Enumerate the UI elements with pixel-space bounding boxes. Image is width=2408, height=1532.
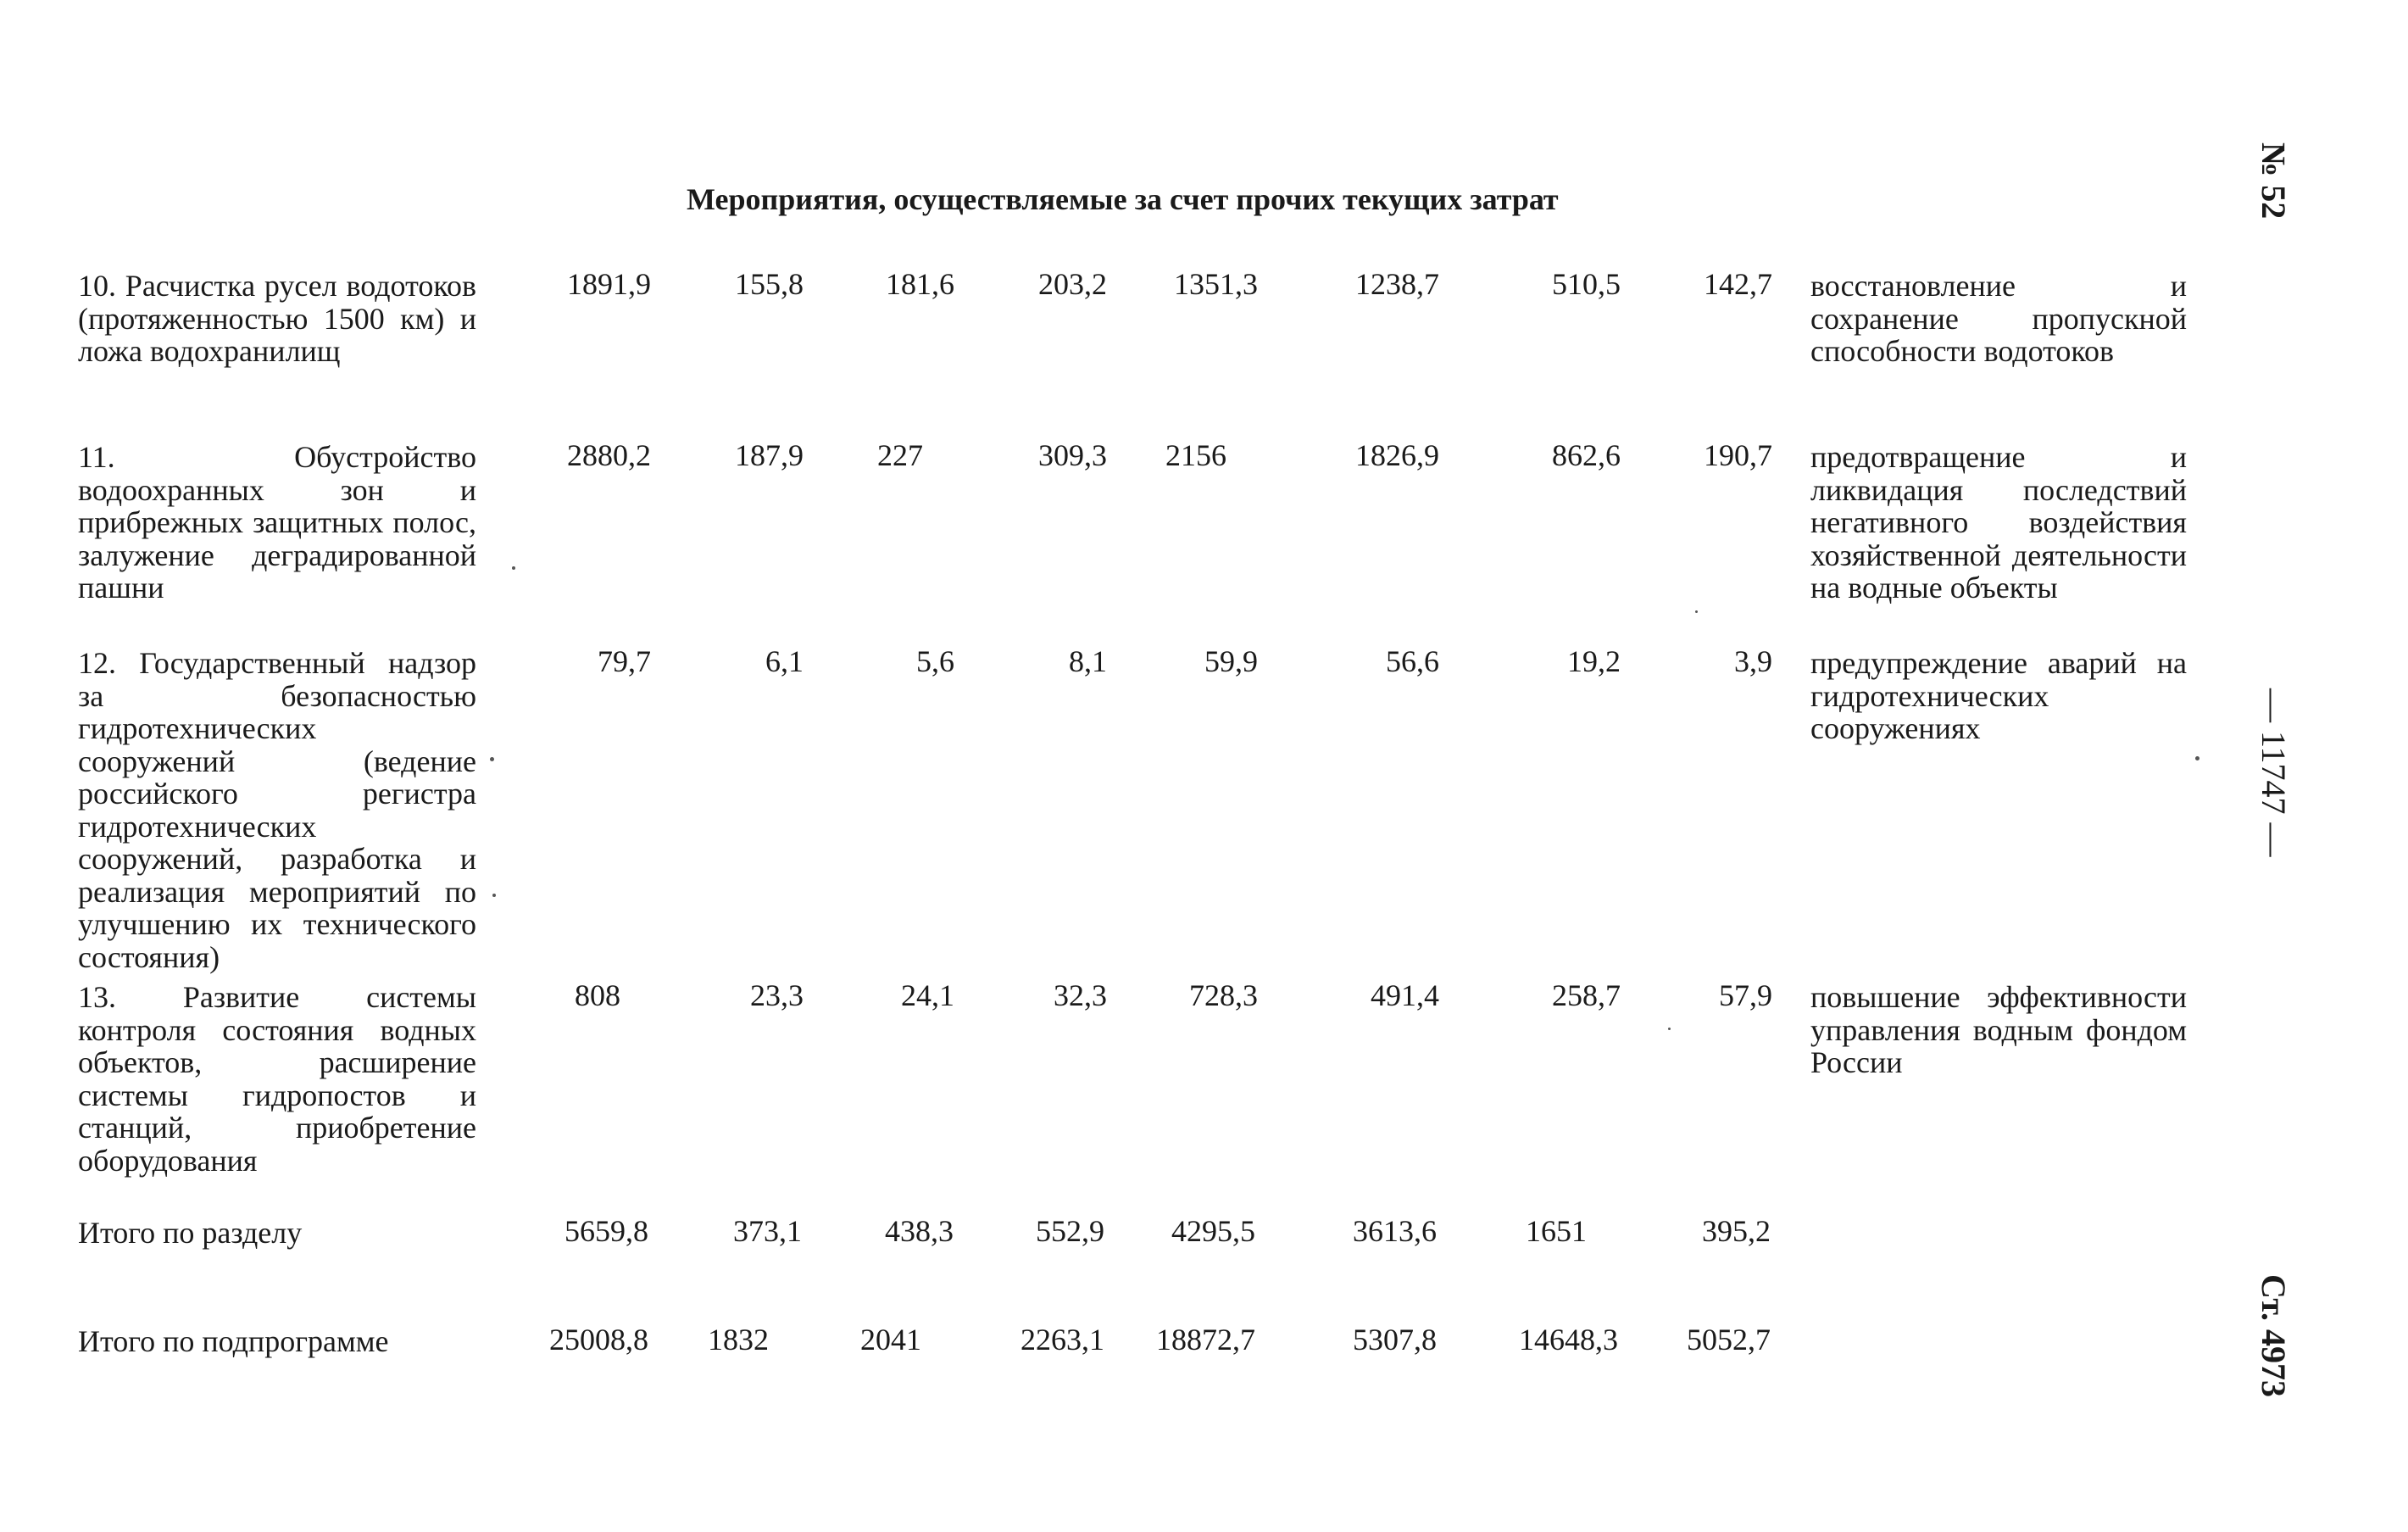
value-cell: 5,6 — [916, 644, 954, 678]
value-cell: 203,2 — [1038, 267, 1107, 301]
row-result: предотвращение и ликвидация последствий негативного воздействия хозяйственной деятельности на водные объекты — [1810, 440, 2187, 604]
article-number: Ст. 4973 — [2255, 1274, 2293, 1397]
value-cell: 3,9 — [1734, 644, 1772, 678]
scan-speck — [2195, 756, 2199, 760]
value-cell: 510,5 — [1552, 267, 1621, 301]
value-cell: 5307,8 — [1353, 1323, 1437, 1357]
value-cell: 1651 — [1526, 1214, 1587, 1248]
value-cell: 1832 — [708, 1323, 769, 1357]
value-cell: 728,3 — [1189, 978, 1258, 1012]
value-cell: 57,9 — [1719, 978, 1772, 1012]
value-cell: 187,9 — [735, 438, 804, 472]
value-cell: 6,1 — [765, 644, 804, 678]
row-description: 11. Обустройство водоохранных зон и прибрежных защитных полос, залужение деградированной пашни — [78, 440, 476, 604]
value-cell: 2156 — [1165, 438, 1226, 472]
value-cell: 19,2 — [1567, 644, 1621, 678]
value-cell: 2880,2 — [567, 438, 651, 472]
value-cell: 862,6 — [1552, 438, 1621, 472]
value-cell: 438,3 — [885, 1214, 954, 1248]
scan-speck — [490, 757, 494, 761]
value-cell: 373,1 — [733, 1214, 802, 1248]
value-cell: 79,7 — [598, 644, 651, 678]
value-cell: 23,3 — [750, 978, 804, 1012]
issue-number: № 52 — [2255, 142, 2293, 220]
page-code: — 11747 — — [2255, 688, 2293, 857]
value-cell: 808 — [575, 978, 620, 1012]
row-description: 10. Расчистка русел водотоков (протяженностью 1500 км) и ложа водохранилищ — [78, 269, 476, 368]
value-cell: 56,6 — [1386, 644, 1439, 678]
row-result: восстановление и сохранение пропускной способности водотоков — [1810, 269, 2187, 368]
value-cell: 14648,3 — [1519, 1323, 1618, 1357]
value-cell: 1826,9 — [1355, 438, 1439, 472]
value-cell: 181,6 — [886, 267, 954, 301]
value-cell: 32,3 — [1054, 978, 1107, 1012]
value-cell: 1891,9 — [567, 267, 651, 301]
value-cell: 59,9 — [1204, 644, 1258, 678]
value-cell: 395,2 — [1702, 1214, 1771, 1248]
value-cell: 227 — [877, 438, 923, 472]
value-cell: 309,3 — [1038, 438, 1107, 472]
total-label: Итого по подпрограмме — [78, 1324, 389, 1358]
value-cell: 142,7 — [1704, 267, 1772, 301]
value-cell: 155,8 — [735, 267, 804, 301]
total-label: Итого по разделу — [78, 1216, 303, 1250]
row-description: 13. Развитие системы контроля состояния водных объектов, расширение системы гидропостов и станций, приобретение оборудования — [78, 980, 476, 1178]
scan-speck — [512, 566, 515, 570]
value-cell: 5052,7 — [1687, 1323, 1771, 1357]
value-cell: 4295,5 — [1171, 1214, 1255, 1248]
value-cell: 2041 — [860, 1323, 921, 1357]
scan-speck — [1695, 610, 1698, 613]
value-cell: 1238,7 — [1355, 267, 1439, 301]
value-cell: 8,1 — [1069, 644, 1107, 678]
value-cell: 1351,3 — [1174, 267, 1258, 301]
scan-speck — [492, 894, 496, 897]
value-cell: 552,9 — [1036, 1214, 1104, 1248]
row-result: предупреждение аварий на гидротехнических сооружениях — [1810, 646, 2187, 745]
row-description: 12. Государственный надзор за безопасностью гидротехнических сооружений (ведение российского регистра гидротехнических сооружений, разработка и реализация мероприятий по улучшению их технического состояния) — [78, 646, 476, 974]
section-title: Мероприятия, осуществляемые за счет прочих текущих затрат — [687, 182, 1559, 216]
value-cell: 491,4 — [1371, 978, 1439, 1012]
value-cell: 24,1 — [901, 978, 954, 1012]
row-result: повышение эффективности управления водным фондом России — [1810, 980, 2187, 1079]
value-cell: 5659,8 — [564, 1214, 648, 1248]
value-cell: 25008,8 — [549, 1323, 648, 1357]
value-cell: 190,7 — [1704, 438, 1772, 472]
value-cell: 258,7 — [1552, 978, 1621, 1012]
value-cell: 2263,1 — [1020, 1323, 1104, 1357]
value-cell: 3613,6 — [1353, 1214, 1437, 1248]
value-cell: 18872,7 — [1156, 1323, 1255, 1357]
scan-speck — [1668, 1028, 1671, 1030]
